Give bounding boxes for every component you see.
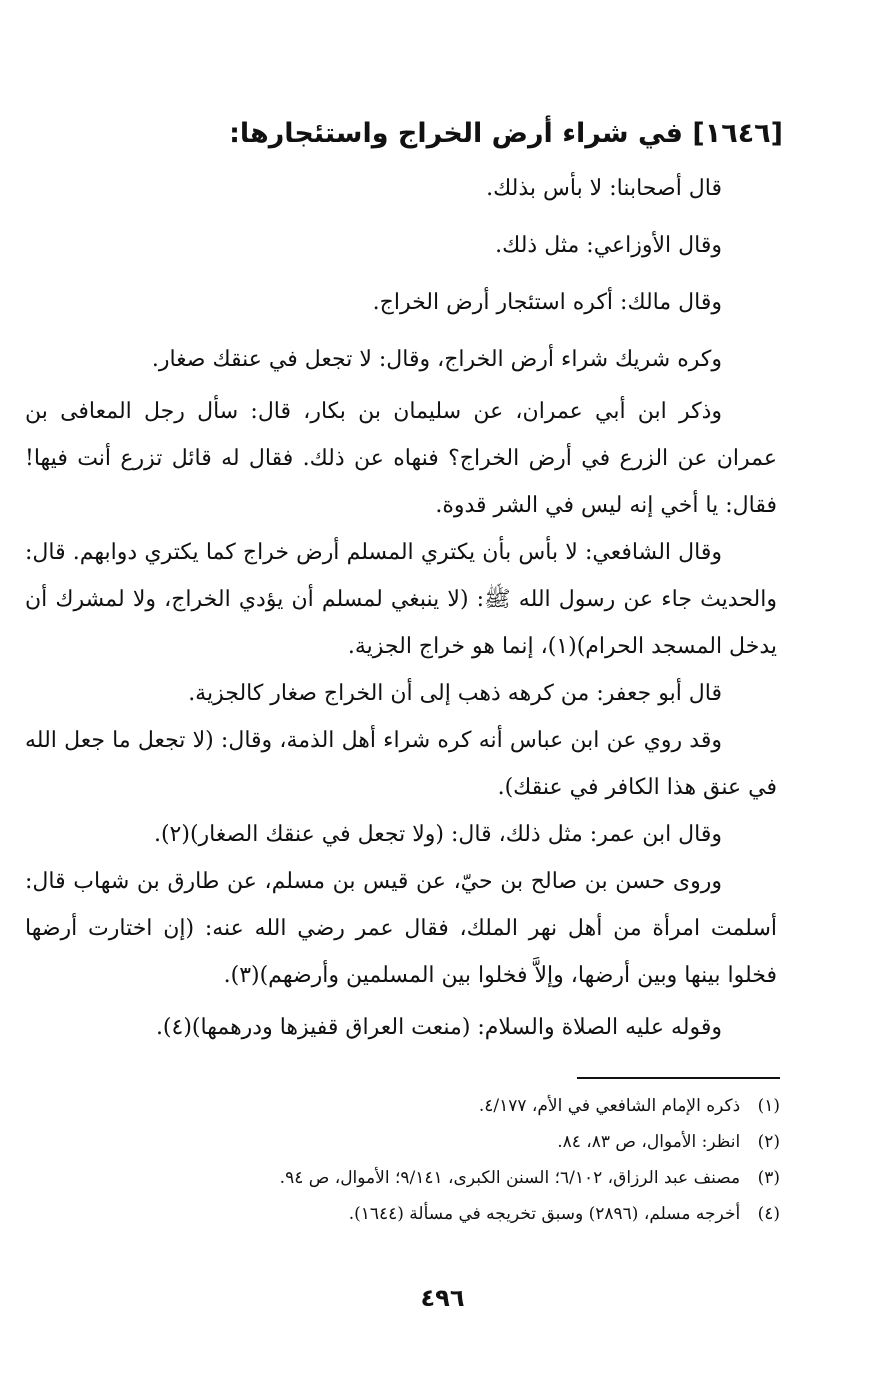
footnote: [80, 1160, 780, 1196]
paragraph: وقال مالك: أكره استئجار أرض الخراج.: [372, 290, 722, 315]
paragraph: وذكر ابن أبي عمران، عن سليمان بن بكار، قال: سأل رجل المعافى بن عمران عن الزرع في أرض الخراج؟ فنهاه عن ذلك. فقال له قائل تزرع أنت فيها! فقال: يا أخي إنه ليس في الشر قدوة.: [25, 399, 777, 518]
footnote-text: مصنف عبد الرزاق، ٦/١٠٢؛ السنن الكبرى، ٩/١٤١؛ الأموال، ص ٩٤.: [279, 1168, 741, 1188]
footnote-text: أخرجه مسلم، (٢٨٩٦) وسبق تخريجه في مسألة (١٦٤٤).: [348, 1204, 741, 1224]
paragraph: قال أبو جعفر: من كرهه ذهب إلى أن الخراج صغار كالجزية.: [188, 681, 722, 706]
paragraph: وقال ابن عمر: مثل ذلك، قال: (ولا تجعل في عنقك الصغار)(٢).: [153, 822, 722, 847]
footnote: [80, 1124, 780, 1160]
footnotes: [80, 1088, 780, 1232]
paragraph: وقد روي عن ابن عباس أنه كره شراء أهل الذمة، وقال: (لا تجعل ما جعل الله في عنق هذا الكافر في عنقك).: [25, 728, 777, 800]
footnote-number: (٣): [757, 1168, 780, 1188]
footnote-number: (٢): [757, 1132, 780, 1152]
footnote-number: (٤): [757, 1204, 780, 1224]
footnote-number: (١): [757, 1096, 780, 1116]
paragraph: وكره شريك شراء أرض الخراج، وقال: لا تجعل في عنقك صغار.: [151, 347, 722, 372]
footnote: [80, 1196, 780, 1232]
footnote-text: انظر: الأموال، ص ٨٣، ٨٤.: [557, 1132, 741, 1152]
footnote-text: ذكره الإمام الشافعي في الأم، ٤/١٧٧.: [478, 1096, 741, 1116]
footnote-separator: [577, 1077, 780, 1079]
section-heading: [١٦٤٦] في شراء أرض الخراج واستئجارها:: [229, 118, 783, 149]
body-text: [25, 160, 777, 1056]
paragraph: وقال الأوزاعي: مثل ذلك.: [495, 233, 722, 258]
footnote: [80, 1088, 780, 1124]
paragraph: وقال الشافعي: لا بأس بأن يكتري المسلم أرض خراج كما يكتري دوابهم. قال: والحديث جاء عن رسول الله ﷺ: (لا ينبغي لمسلم أن يؤدي الخراج، ولا لمشرك أن يدخل المسجد الحرام)(١)، إنما هو خراج الجزية.: [25, 540, 777, 659]
paragraph: قال أصحابنا: لا بأس بذلك.: [486, 176, 722, 201]
paragraph: وقوله عليه الصلاة والسلام: (منعت العراق قفيزها ودرهمها)(٤).: [155, 1015, 722, 1040]
page-number: ٤٩٦: [420, 1284, 465, 1312]
paragraph: وروى حسن بن صالح بن حيّ، عن قيس بن مسلم، عن طارق بن شهاب قال: أسلمت امرأة من أهل نهر الملك، فقال عمر رضي الله عنه: (إن اختارت أرضها فخلوا بينها وبين أرضها، وإلاَّ فخلوا بين المسلمين وأرضهم)(٣).: [25, 869, 777, 988]
